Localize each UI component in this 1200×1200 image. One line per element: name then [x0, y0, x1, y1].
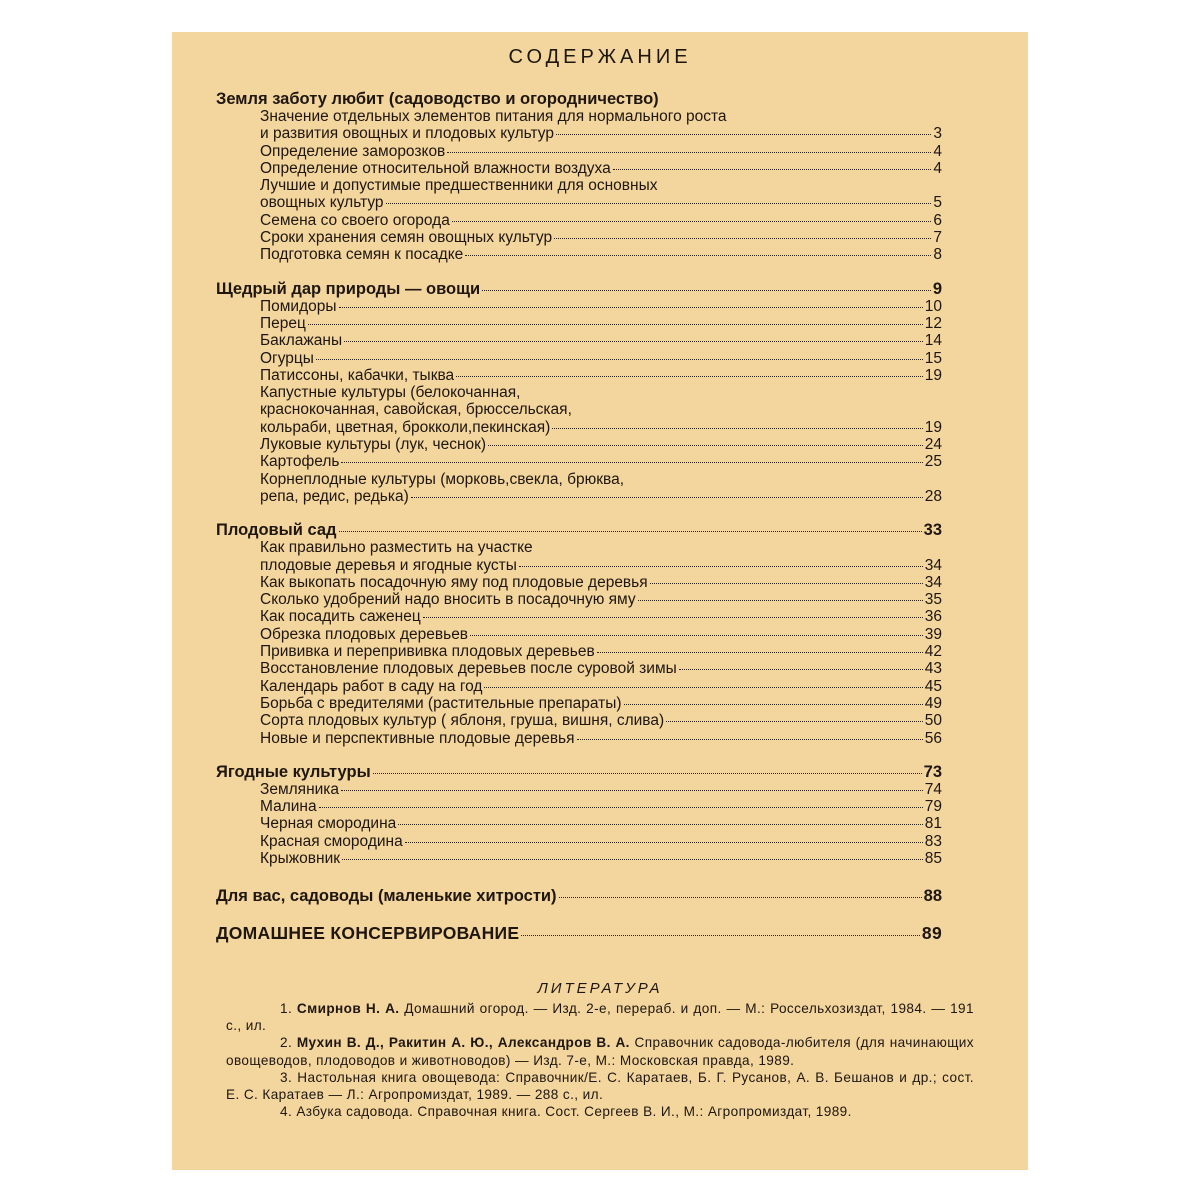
dot-leader [339, 531, 922, 532]
dot-leader [344, 341, 923, 342]
entry-text: овощных культур [260, 194, 384, 212]
toc-entry[interactable] [216, 160, 942, 177]
toc-entry-line [216, 643, 942, 660]
toc-entry[interactable] [216, 833, 942, 850]
page-number: 89 [921, 923, 942, 944]
toc-entry[interactable] [216, 730, 942, 747]
table-of-contents [216, 90, 942, 943]
dot-leader [373, 773, 922, 774]
page-number: 7 [933, 229, 942, 247]
toc-entry-line [216, 798, 942, 815]
toc-entry[interactable] [216, 471, 942, 506]
page-number: 83 [924, 832, 942, 850]
entry-text: Определение относительной влажности воздуха [260, 159, 611, 177]
entry-text: Подготовка семян к посадке [260, 246, 464, 264]
page-number: 56 [924, 729, 942, 747]
toc-entry-line [216, 471, 942, 488]
toc-entry-line [216, 315, 942, 332]
entry-text: репа, редис, редька) [260, 487, 409, 505]
dot-leader [552, 428, 922, 429]
toc-entry-line [216, 539, 942, 556]
dot-leader [447, 152, 931, 153]
dot-leader [341, 462, 922, 463]
dot-leader [577, 739, 923, 740]
dot-leader [339, 307, 923, 308]
dot-leader [465, 255, 931, 256]
entry-text: и развития овощных и плодовых культур [260, 125, 554, 143]
entry-text: Борьба с вредителями (растительные препараты) [260, 694, 622, 712]
toc-entry-line [216, 574, 942, 591]
dot-leader [405, 842, 923, 843]
dot-leader [316, 359, 923, 360]
entry-text: Огурцы [260, 349, 314, 367]
entry-text: Новые и перспективные плодовые деревья [260, 729, 575, 747]
toc-entry[interactable] [216, 453, 942, 470]
page-number: 5 [933, 194, 942, 212]
dot-leader [556, 134, 931, 135]
entry-text: плодовые деревья и ягодные кусты [260, 556, 517, 574]
toc-entry[interactable] [216, 332, 942, 349]
page-number: 15 [924, 349, 942, 367]
page-number: 10 [924, 297, 942, 315]
toc-entry-line [216, 401, 942, 418]
dot-leader [679, 669, 923, 670]
toc-entry[interactable] [216, 212, 942, 229]
toc-entry-line [216, 488, 942, 505]
toc-section-heading[interactable] [216, 280, 942, 298]
toc-entry-line [216, 712, 942, 729]
literature-list [226, 1000, 974, 1120]
toc-section-items [216, 539, 942, 747]
dot-leader [666, 721, 923, 722]
toc-section-items [216, 298, 942, 506]
entry-text: Сколько удобрений надо вносить в посадочную яму [260, 591, 636, 609]
page-number: 4 [933, 142, 942, 160]
section-heading-text: Земля заботу любит (садоводство и огородничество) [216, 90, 659, 108]
entry-text: Капустные культуры (белокочанная, [260, 384, 521, 402]
page-number: 45 [924, 677, 942, 695]
toc-entry-line [216, 833, 942, 850]
dot-leader [470, 635, 923, 636]
entry-text: Малина [260, 798, 317, 816]
toc-entry-line [216, 212, 942, 229]
page-number: 6 [933, 211, 942, 229]
dot-leader [342, 859, 923, 860]
dot-leader [638, 600, 923, 601]
page-number: 14 [924, 332, 942, 350]
section-heading-text: Щедрый дар природы — овощи [216, 279, 481, 298]
dot-leader [559, 897, 922, 898]
page-number: 42 [924, 643, 942, 661]
toc-extra-heading[interactable] [216, 887, 942, 905]
toc-section-items [216, 108, 942, 264]
literature-title: ЛИТЕРАТУРА [537, 980, 663, 997]
page-number: 35 [924, 591, 942, 609]
reference-authors: Смирнов Н. А. [296, 1001, 400, 1016]
page-number: 49 [924, 694, 942, 712]
entry-text: Крыжовник [260, 849, 341, 867]
entry-text: кольраби, цветная, брокколи,пекинская) [260, 418, 551, 436]
toc-entry-line [216, 350, 942, 367]
page-number: 25 [924, 453, 942, 471]
entry-text: Черная смородина [260, 815, 397, 833]
page-number: 8 [933, 246, 942, 264]
page-number: 36 [924, 608, 942, 626]
entry-text: Семена со своего огорода [260, 211, 450, 229]
dot-leader [554, 238, 931, 239]
page-number: 19 [924, 418, 942, 436]
toc-section-heading[interactable] [216, 521, 942, 539]
toc-entry[interactable] [216, 815, 942, 832]
toc-section-items [216, 781, 942, 867]
page-number: 12 [924, 314, 942, 332]
toc-entry-line [216, 229, 942, 246]
toc-entry-line [216, 626, 942, 643]
entry-text: Картофель [260, 453, 340, 471]
entry-text: Помидоры [260, 297, 337, 315]
dot-leader [398, 824, 922, 825]
toc-entry[interactable] [216, 798, 942, 815]
page-number: 19 [924, 366, 942, 384]
entry-text: Сорта плодовых культур ( яблоня, груша, вишня, слива) [260, 712, 665, 730]
dot-leader [488, 445, 923, 446]
toc-entry[interactable] [216, 643, 942, 660]
dot-leader [597, 652, 923, 653]
entry-text: Обрезка плодовых деревьев [260, 625, 469, 643]
dot-leader [452, 221, 932, 222]
toc-entry-line [216, 143, 942, 160]
toc-entry[interactable] [216, 539, 942, 574]
page-number: 9 [932, 279, 942, 298]
dot-leader [624, 704, 923, 705]
toc-entry[interactable] [216, 298, 942, 315]
page-number: 79 [924, 798, 942, 816]
page-number: 81 [924, 815, 942, 833]
entry-text: Красная смородина [260, 832, 403, 850]
page-number: 85 [924, 849, 942, 867]
toc-entry[interactable] [216, 143, 942, 160]
toc-entry[interactable] [216, 626, 942, 643]
entry-text: Сроки хранения семян овощных культур [260, 229, 553, 247]
literature-reference: 4. Азбука садовода. Справочная книга. Сост. Сергеев В. И., М.: Агропромиздат, 1989. [280, 1104, 852, 1120]
toc-entry[interactable] [216, 591, 942, 608]
dot-leader [386, 203, 932, 204]
toc-entry[interactable] [216, 695, 942, 712]
toc-entry-line [216, 678, 942, 695]
toc-entry-line [216, 815, 942, 832]
toc-entry[interactable] [216, 436, 942, 453]
dot-leader [456, 376, 923, 377]
entry-text: Корнеплодные культуры (морковь,свекла, брюква, [260, 470, 625, 488]
entry-text: Луковые культуры (лук, чеснок) [260, 436, 487, 454]
entry-text: Восстановление плодовых деревьев после суровой зимы [260, 660, 677, 678]
dot-leader [482, 290, 931, 291]
entry-text: Как правильно разместить на участке [260, 539, 533, 557]
literature-reference: 3. Настольная книга овощевода: Справочник/Е. С. Каратаев, Б. Г. Русанов, А. В. Бешанов и др.; сост. Е. С. Каратаев — Л.: Агропромиздат, 1989. — 288 с., ил. [226, 1069, 974, 1103]
dot-leader [613, 169, 932, 170]
toc-entry[interactable] [216, 367, 942, 384]
toc-entry-line [216, 160, 942, 177]
toc-entry[interactable] [216, 229, 942, 246]
entry-text: краснокочанная, савойская, брюссельская, [260, 401, 572, 419]
literature-reference: 1. Смирнов Н. А. Домашний огород. — Изд. 2-е, перераб. и доп. — М.: Россельхозиздат, 1984. — 191 с., ил. [226, 1001, 974, 1034]
page-number: 34 [924, 573, 942, 591]
dot-leader [341, 790, 923, 791]
dot-leader [411, 497, 923, 498]
entry-text: Определение заморозков [260, 142, 446, 160]
toc-entry[interactable] [216, 384, 942, 436]
entry-text: Баклажаны [260, 332, 343, 350]
page-number: 3 [933, 125, 942, 143]
toc-entry[interactable] [216, 608, 942, 625]
toc-entry[interactable] [216, 315, 942, 332]
toc-big-heading[interactable] [216, 923, 942, 943]
toc-entry-line [216, 298, 942, 315]
toc-entry-line [216, 730, 942, 747]
toc-section-heading[interactable] [216, 90, 942, 108]
toc-entry[interactable] [216, 678, 942, 695]
entry-text: Как выкопать посадочную яму под плодовые деревья [260, 573, 648, 591]
toc-entry-line [216, 108, 942, 125]
toc-entry[interactable] [216, 574, 942, 591]
dot-leader [423, 617, 923, 618]
section-heading-text: Ягодные культуры [216, 762, 371, 781]
toc-entry-line [216, 695, 942, 712]
page-number: 88 [923, 887, 942, 906]
toc-entry-line [216, 850, 942, 867]
page-number: 24 [924, 436, 942, 454]
entry-text: Перец [260, 314, 306, 332]
extra-heading-text: Для вас, садоводы (маленькие хитрости) [216, 887, 557, 906]
toc-entry-line [216, 591, 942, 608]
page-number: 50 [924, 712, 942, 730]
section-heading-text: Плодовый сад [216, 521, 337, 540]
toc-entry-line [216, 557, 942, 574]
big-heading-text: ДОМАШНЕЕ КОНСЕРВИРОВАНИЕ [216, 923, 520, 944]
book-page [172, 32, 1028, 1170]
dot-leader [519, 566, 923, 567]
toc-entry-line [216, 436, 942, 453]
dot-leader [484, 687, 922, 688]
toc-entry-line [216, 384, 942, 401]
page-number: 28 [924, 487, 942, 505]
toc-entry[interactable] [216, 246, 942, 263]
entry-text: Значение отдельных элементов питания для нормального роста [260, 108, 727, 125]
reference-authors: Мухин В. Д., Ракитин А. Ю., Александров В. А. [296, 1035, 630, 1051]
dot-leader [308, 324, 923, 325]
page-number: 34 [924, 556, 942, 574]
entry-text: Календарь работ в саду на год [260, 677, 483, 695]
dot-leader [650, 583, 923, 584]
entry-text: Патиссоны, кабачки, тыква [260, 366, 455, 384]
toc-entry[interactable] [216, 660, 942, 677]
entry-text: Лучшие и допустимые предшественники для основных [260, 177, 658, 195]
toc-entry-line [216, 781, 942, 798]
toc-entry-line [216, 367, 942, 384]
entry-text: Земляника [260, 780, 340, 798]
toc-entry-line [216, 246, 942, 263]
dot-leader [521, 935, 920, 936]
toc-entry-line [216, 125, 942, 142]
contents-title: СОДЕРЖАНИЕ [508, 46, 692, 68]
toc-entry[interactable] [216, 781, 942, 798]
page-number: 74 [924, 780, 942, 798]
toc-entry[interactable] [216, 177, 942, 212]
toc-entry-line [216, 660, 942, 677]
page-number: 4 [933, 159, 942, 177]
toc-entry-line [216, 332, 942, 349]
page-number: 39 [924, 625, 942, 643]
literature-reference: 2. Мухин В. Д., Ракитин А. Ю., Александров В. А. Справочник садовода-любителя (для начинающих овощеводов, плодоводов и животноводов) — Изд. 7-е, М.: Московская правда, 1989. [226, 1035, 974, 1068]
toc-entry[interactable] [216, 350, 942, 367]
toc-entry-line [216, 177, 942, 194]
toc-entry[interactable] [216, 850, 942, 867]
page-number: 43 [924, 660, 942, 678]
dot-leader [319, 807, 923, 808]
toc-entry-line [216, 419, 942, 436]
page-number: 73 [923, 762, 942, 781]
toc-entry[interactable] [216, 712, 942, 729]
toc-entry-line [216, 453, 942, 470]
toc-entry-line [216, 608, 942, 625]
page-number: 33 [923, 521, 942, 540]
entry-text: Прививка и перепрививка плодовых деревьев [260, 643, 595, 661]
toc-section-heading[interactable] [216, 763, 942, 781]
entry-text: Как посадить саженец [260, 608, 421, 626]
toc-entry[interactable] [216, 108, 942, 143]
toc-entry-line [216, 194, 942, 211]
